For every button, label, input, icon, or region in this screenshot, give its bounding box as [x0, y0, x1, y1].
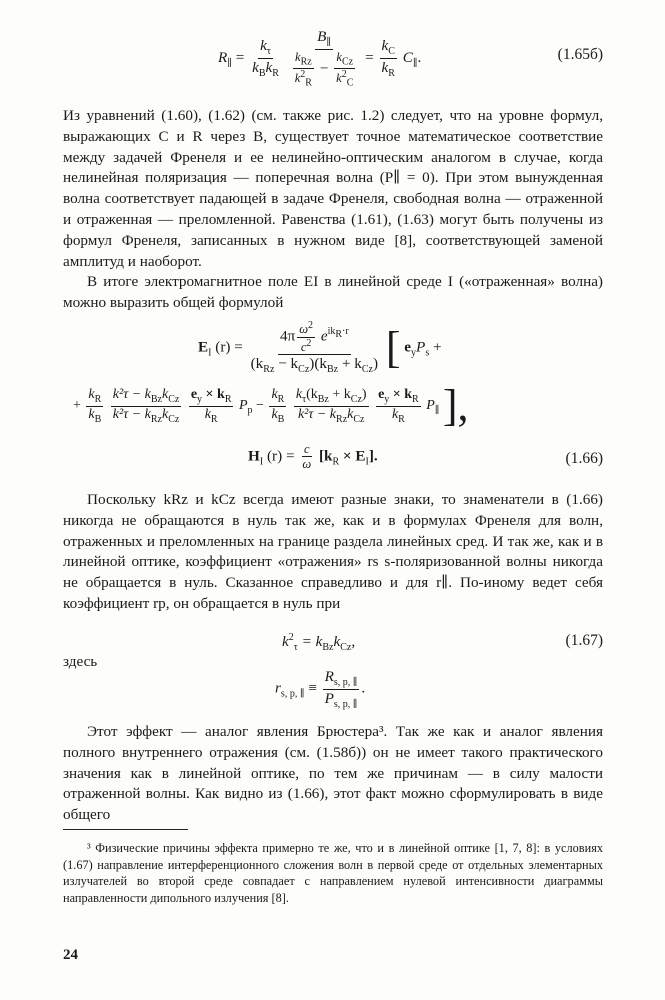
body-text-word: здесь	[63, 653, 98, 670]
footnote: ³ Физические причины эффекта примерно те же, что и в линейной оптике [1, 7, 8]: в условиях (1.67) направление интерференционного сложения волн в первой среде от отдельных элементарных излучателей во второй среде совпадает с направлением нулевой интенсивности диаграммы направленности дипольного излучения [8].	[63, 841, 603, 905]
equation-1-66-line-2: + $\frac{k_R}{k_B}$ $\frac{k^2\tau - k_{Bz}k_{Cz}}{k^2\tau - k_{Rz}k_{Cz}}$ $\frac{e_y \times k_R}{k_R}$ $P_p$ − $\frac{k_R}{k_B}$ $\frac{k_\tau(k_{Bz} + k_{Cz})}{k^2\tau - k_{Rz}k_{Cz}}$ $\frac{e_y \times k_R}{k_R}$ $P_\parallel$ ],	[73, 381, 469, 430]
fraction: $\frac{k_\tau}{k_Bk_R}$	[252, 37, 279, 79]
page-number: 24	[63, 947, 78, 963]
equation-number: (1.65б)	[557, 46, 603, 63]
eq-sign: =	[235, 48, 245, 66]
equation-1-67: $k^2_\tau = k_{Bz}k_{Cz}$,	[282, 632, 356, 654]
fraction: 4π $\frac{\omega^2}{c^2}$ $e^{ik_R\cdot r}$ $(k_{Rz} - k_{Cz})(k_{Bz} + k_{Cz})$	[250, 320, 379, 376]
paragraph: В итоге электромагнитное поле EI в линейной среде I («отраженная» волна) можно выразить общей формулой	[63, 273, 603, 312]
equation-number: (1.66)	[565, 450, 603, 467]
eq-subscript: ∥	[227, 57, 232, 69]
equation-1-66-line-1: $E_I$ (r) = 4π $\frac{\omega^2}{c^2}$ $e^{ik_R\cdot r}$ $(k_{Rz} - k_{Cz})(k_{Bz} + k_{Cz})$ [ $e_yP_s$ +	[198, 320, 442, 376]
equation-number: (1.67)	[565, 632, 603, 649]
equation-definition: $r_{s, p, \parallel}$ ≡ $\frac{R_{s, p, \parallel}}{P_{s, p, \parallel}}$ .	[275, 668, 366, 710]
fraction: $\frac{k_C}{k_R}$	[381, 37, 395, 79]
body-text-block-1	[63, 106, 603, 314]
fraction: $B_\parallel$ $\frac{k_{Rz}}{k^2_R}$ − $\frac{k_{Cz}}{k^2_C}$	[294, 28, 354, 89]
eq-symbol: R	[218, 48, 228, 66]
equation-1-65b: $R_\parallel$ = $\frac{k_\tau}{k_Bk_R}$ $B_\parallel$ $\frac{k_{Rz}}{k^2_R}$ − $\frac{k_{Cz}}{k^2_C}$ = $\frac{k_C}{k_R}$ $C_\parallel$.	[218, 28, 422, 89]
body-text-block-3: Этот эффект — аналог явления Брюстера³. Так же как и аналог явления полного внутреннего отражения (см. (1.58б)) он не имеет такого практического значения как в линейной оптике, по тем же причинам — в силу малости отраженной волны. Как видно из (1.66), этот факт можно сформулировать в виде общего	[63, 723, 603, 824]
body-text-block-2: Поскольку kRz и kCz всегда имеют разные знаки, то знаменатели в (1.66) никогда не обращаются в нуль так же, как и в формулах Френеля для волн, отраженных и преломленных на границе раздела линейных сред. И так же, как и в линейной оптике, коэффициент «отражения» rs s-поляризованной волны никогда не обращается в нуль. Сказанное справедливо и для r∥. По-иному ведет себя коэффициент rp, он обращается в нуль при	[63, 491, 603, 612]
footnote-divider	[63, 829, 188, 830]
paragraph: Из уравнений (1.60), (1.62) (см. также рис. 1.2) следует, что на уровне формул, выражающих C и R через B, существует точное математическое соответствие между задачей Френеля и ее нелинейно-оптическим аналогом в случае, когда нелинейная поляризация — поперечная волна (P∥ = 0). При этом вынужденная волна соответствует падающей в задаче Френеля, свободная волна — отраженной и отраженная — преломленной. Равенства (1.61), (1.63) могут быть получены из формул Френеля, записанных в нужном виде [8], соответствующей заменой амплитуд и наоборот.	[63, 107, 603, 270]
equation-1-66-line-3: $H_I$ (r) = $\frac{c}{\omega}$ $[k_R \times E_I]$.	[248, 442, 378, 472]
